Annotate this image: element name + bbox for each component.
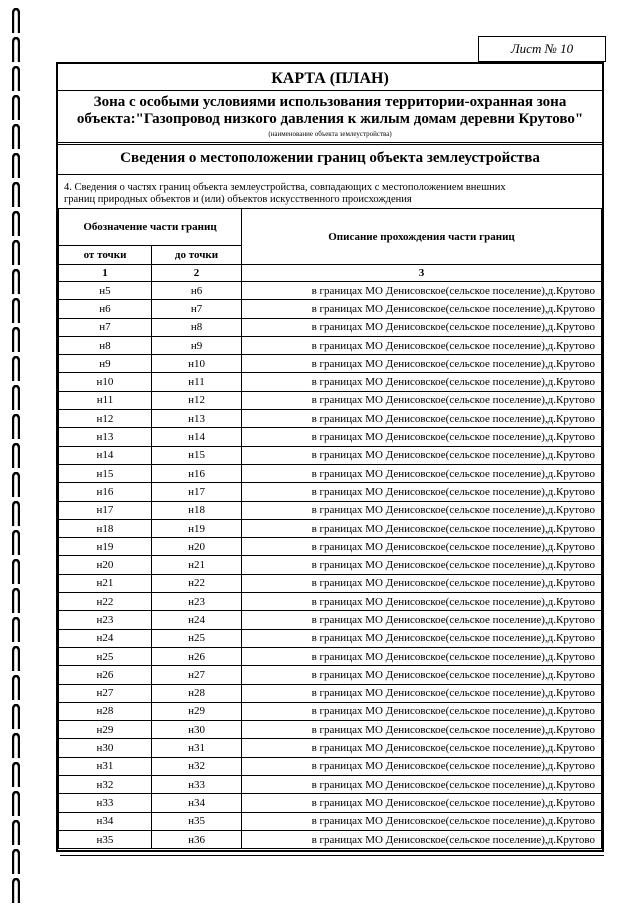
binding-ring	[12, 530, 20, 556]
binding-ring	[12, 791, 20, 817]
cell-description: в границах МО Денисовское(сельское поселение),д.Крутово	[242, 830, 602, 848]
cell-from-point: н30	[59, 739, 152, 757]
cell-from-point: н25	[59, 647, 152, 665]
binding-ring	[12, 588, 20, 614]
table-row	[59, 300, 602, 318]
cell-to-point: н11	[152, 373, 242, 391]
binding-ring	[12, 356, 20, 382]
binding-ring	[12, 269, 20, 295]
table-row	[59, 282, 602, 300]
cell-description: в границах МО Денисовское(сельское поселение),д.Крутово	[242, 556, 602, 574]
cell-to-point: н33	[152, 776, 242, 794]
cell-description: в границах МО Денисовское(сельское поселение),д.Крутово	[242, 282, 602, 300]
binding-ring	[12, 559, 20, 585]
column-number: 3	[242, 265, 602, 282]
cell-to-point: н18	[152, 501, 242, 519]
binding-ring	[12, 414, 20, 440]
table-row	[59, 776, 602, 794]
cell-from-point: н12	[59, 410, 152, 428]
table-row	[59, 428, 602, 446]
cell-to-point: н28	[152, 684, 242, 702]
cell-from-point: н20	[59, 556, 152, 574]
frame-bottom-line	[60, 855, 604, 856]
cell-description: в границах МО Денисовское(сельское поселение),д.Крутово	[242, 647, 602, 665]
cell-to-point: н7	[152, 300, 242, 318]
cell-to-point: н36	[152, 830, 242, 848]
cell-description: в границах МО Денисовское(сельское поселение),д.Крутово	[242, 410, 602, 428]
cell-description: в границах МО Денисовское(сельское поселение),д.Крутово	[242, 666, 602, 684]
cell-from-point: н33	[59, 794, 152, 812]
cell-to-point: н34	[152, 794, 242, 812]
cell-to-point: н17	[152, 483, 242, 501]
binding-ring	[12, 211, 20, 237]
intro-line-2: границ природных объектов и (или) объектов искусственного происхождения	[64, 194, 412, 205]
object-caption: (наименование объекта землеустройства)	[268, 130, 392, 138]
binding-ring	[12, 385, 20, 411]
cell-from-point: н31	[59, 757, 152, 775]
table-row	[59, 702, 602, 720]
cell-to-point: н12	[152, 391, 242, 409]
binding-ring	[12, 501, 20, 527]
cell-from-point: н22	[59, 593, 152, 611]
cell-description: в границах МО Денисовское(сельское поселение),д.Крутово	[242, 721, 602, 739]
cell-description: в границах МО Денисовское(сельское поселение),д.Крутово	[242, 355, 602, 373]
table-row	[59, 538, 602, 556]
cell-from-point: н27	[59, 684, 152, 702]
cell-description: в границах МО Денисовское(сельское поселение),д.Крутово	[242, 373, 602, 391]
cell-description: в границах МО Денисовское(сельское поселение),д.Крутово	[242, 538, 602, 556]
cell-to-point: н13	[152, 410, 242, 428]
cell-from-point: н8	[59, 336, 152, 354]
cell-to-point: н26	[152, 647, 242, 665]
cell-to-point: н27	[152, 666, 242, 684]
cell-from-point: н9	[59, 355, 152, 373]
cell-description: в границах МО Денисовское(сельское поселение),д.Крутово	[242, 776, 602, 794]
cell-to-point: н30	[152, 721, 242, 739]
cell-from-point: н26	[59, 666, 152, 684]
binding-ring	[12, 472, 20, 498]
table-row	[59, 830, 602, 848]
binding-ring	[12, 675, 20, 701]
binding-ring	[12, 240, 20, 266]
table-row	[59, 794, 602, 812]
cell-description: в границах МО Денисовское(сельское поселение),д.Крутово	[242, 611, 602, 629]
zone-description	[58, 94, 602, 128]
binding-ring	[12, 66, 20, 92]
cell-to-point: н15	[152, 446, 242, 464]
cell-description: в границах МО Денисовское(сельское поселение),д.Крутово	[242, 501, 602, 519]
section-intro	[64, 182, 594, 206]
cell-from-point: н24	[59, 629, 152, 647]
table-row	[59, 629, 602, 647]
boundary-parts-table	[58, 208, 602, 849]
cell-description: в границах МО Денисовское(сельское поселение),д.Крутово	[242, 300, 602, 318]
binding-ring	[12, 849, 20, 875]
binding-ring	[12, 124, 20, 150]
cell-description: в границах МО Денисовское(сельское поселение),д.Крутово	[242, 391, 602, 409]
cell-description: в границах МО Денисовское(сельское поселение),д.Крутово	[242, 318, 602, 336]
column-number: 2	[152, 265, 242, 282]
cell-from-point: н28	[59, 702, 152, 720]
cell-to-point: н20	[152, 538, 242, 556]
cell-description: в границах МО Денисовское(сельское поселение),д.Крутово	[242, 757, 602, 775]
table-row	[59, 501, 602, 519]
table-row	[59, 739, 602, 757]
cell-from-point: н23	[59, 611, 152, 629]
table-row	[59, 593, 602, 611]
cell-from-point: н15	[59, 464, 152, 482]
cell-from-point: н32	[59, 776, 152, 794]
document-title: КАРТА (ПЛАН)	[271, 70, 389, 87]
binding-ring	[12, 733, 20, 759]
table-row	[59, 611, 602, 629]
table-row	[59, 757, 602, 775]
table-row	[59, 391, 602, 409]
table-row	[59, 355, 602, 373]
cell-description: в границах МО Денисовское(сельское поселение),д.Крутово	[242, 446, 602, 464]
table-row	[59, 373, 602, 391]
cell-description: в границах МО Денисовское(сельское поселение),д.Крутово	[242, 684, 602, 702]
cell-to-point: н29	[152, 702, 242, 720]
table-row	[59, 721, 602, 739]
cell-from-point: н16	[59, 483, 152, 501]
header-from-point: от точки	[59, 246, 152, 265]
table-row	[59, 556, 602, 574]
table-row	[59, 483, 602, 501]
cell-from-point: н34	[59, 812, 152, 830]
cell-to-point: н25	[152, 629, 242, 647]
cell-to-point: н21	[152, 556, 242, 574]
cell-description: в границах МО Денисовское(сельское поселение),д.Крутово	[242, 812, 602, 830]
table-row	[59, 410, 602, 428]
binding-ring	[12, 762, 20, 788]
cell-from-point: н21	[59, 574, 152, 592]
table-row	[59, 336, 602, 354]
table-row	[59, 464, 602, 482]
cell-to-point: н31	[152, 739, 242, 757]
binding-ring	[12, 820, 20, 846]
binding-ring	[12, 153, 20, 179]
table-row	[59, 647, 602, 665]
table-row	[59, 446, 602, 464]
table-row	[59, 812, 602, 830]
cell-description: в границах МО Денисовское(сельское поселение),д.Крутово	[242, 428, 602, 446]
cell-to-point: н8	[152, 318, 242, 336]
binding-ring	[12, 704, 20, 730]
cell-from-point: н13	[59, 428, 152, 446]
cell-description: в границах МО Денисовское(сельское поселение),д.Крутово	[242, 593, 602, 611]
cell-description: в границах МО Денисовское(сельское поселение),д.Крутово	[242, 702, 602, 720]
cell-from-point: н7	[59, 318, 152, 336]
table-row	[59, 666, 602, 684]
cell-description: в границах МО Денисовское(сельское поселение),д.Крутово	[242, 464, 602, 482]
binding-ring	[12, 298, 20, 324]
cell-to-point: н35	[152, 812, 242, 830]
cell-description: в границах МО Денисовское(сельское поселение),д.Крутово	[242, 483, 602, 501]
intro-line-1: 4. Сведения о частях границ объекта землеустройства, совпадающих с местоположением внешних	[64, 182, 506, 193]
cell-description: в границах МО Денисовское(сельское поселение),д.Крутово	[242, 519, 602, 537]
cell-description: в границах МО Денисовское(сельское поселение),д.Крутово	[242, 336, 602, 354]
cell-to-point: н23	[152, 593, 242, 611]
divider	[58, 174, 602, 175]
zone-line-2: объекта:"Газопровод низкого давления к жилым домам деревни Крутово"	[76, 111, 584, 127]
header-description: Описание прохождения части границ	[242, 209, 602, 265]
table-row	[59, 574, 602, 592]
cell-from-point: н29	[59, 721, 152, 739]
divider	[58, 144, 602, 145]
cell-to-point: н22	[152, 574, 242, 592]
cell-from-point: н14	[59, 446, 152, 464]
cell-to-point: н9	[152, 336, 242, 354]
cell-to-point: н19	[152, 519, 242, 537]
sheet-number-label: Лист № 10	[478, 36, 606, 62]
cell-from-point: н5	[59, 282, 152, 300]
binding-ring	[12, 327, 20, 353]
cell-to-point: н10	[152, 355, 242, 373]
cell-description: в границах МО Денисовское(сельское поселение),д.Крутово	[242, 574, 602, 592]
binding-ring	[12, 8, 20, 34]
divider	[58, 142, 602, 143]
table-row	[59, 684, 602, 702]
cell-to-point: н16	[152, 464, 242, 482]
cell-from-point: н17	[59, 501, 152, 519]
cell-from-point: н11	[59, 391, 152, 409]
cell-from-point: н35	[59, 830, 152, 848]
binding-ring	[12, 617, 20, 643]
cell-to-point: н6	[152, 282, 242, 300]
binding-ring	[12, 443, 20, 469]
binding-ring	[12, 878, 20, 904]
cell-description: в границах МО Денисовское(сельское поселение),д.Крутово	[242, 739, 602, 757]
binding-ring	[12, 182, 20, 208]
cell-from-point: н19	[59, 538, 152, 556]
table-row	[59, 519, 602, 537]
binding-ring	[12, 37, 20, 63]
binding-ring	[12, 646, 20, 672]
column-number: 1	[59, 265, 152, 282]
cell-from-point: н10	[59, 373, 152, 391]
cell-to-point: н24	[152, 611, 242, 629]
zone-line-1: Зона с особыми условиями использования территории-охранная зона	[93, 94, 567, 110]
cell-description: в границах МО Денисовское(сельское поселение),д.Крутово	[242, 629, 602, 647]
header-to-point: до точки	[152, 246, 242, 265]
cell-to-point: н32	[152, 757, 242, 775]
document-frame	[56, 62, 604, 852]
cell-description: в границах МО Денисовское(сельское поселение),д.Крутово	[242, 794, 602, 812]
cell-from-point: н18	[59, 519, 152, 537]
divider	[58, 90, 602, 91]
section-title: Сведения о местоположении границ объекта землеустройства	[120, 150, 540, 166]
binding-ring	[12, 95, 20, 121]
table-row	[59, 318, 602, 336]
header-boundary-designation: Обозначение части границ	[59, 209, 242, 246]
cell-to-point: н14	[152, 428, 242, 446]
cell-from-point: н6	[59, 300, 152, 318]
